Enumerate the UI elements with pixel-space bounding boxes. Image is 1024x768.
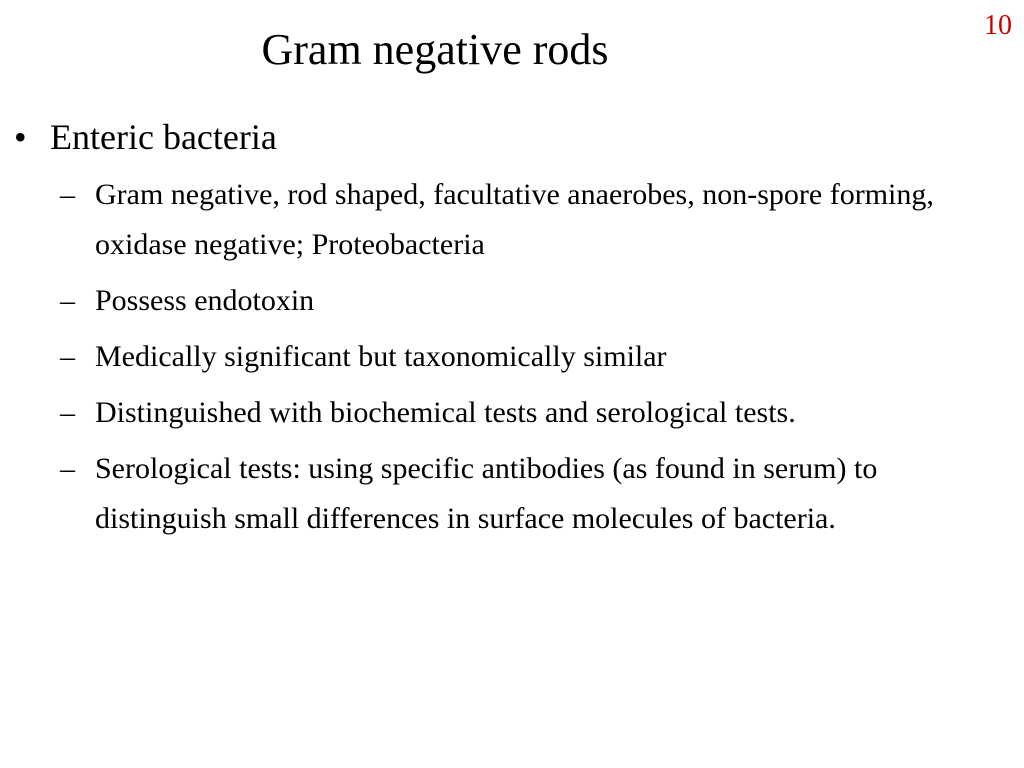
sub-bullet-text: Distinguished with biochemical tests and serological tests. — [95, 396, 796, 429]
dash-marker: – — [60, 178, 75, 211]
sub-bullet-text: Medically significant but taxonomically similar — [95, 340, 667, 373]
slide-title: Gram negative rods — [261, 25, 609, 74]
dash-marker: – — [60, 396, 75, 429]
bullet-marker: • — [14, 117, 27, 157]
sub-bullet-text: Possess endotoxin — [95, 284, 315, 317]
sub-bullet-text: Serological tests: using specific antibodies (as found in serum) to distinguish small differences in surface molecules of bacteria. — [95, 452, 878, 535]
sub-bullet-item — [14, 388, 1004, 438]
slide-number: 10 — [984, 10, 1012, 41]
slide-content — [14, 112, 1004, 550]
dash-marker: – — [60, 340, 75, 373]
sub-bullet-list — [14, 170, 1004, 544]
sub-bullet-item — [14, 170, 1004, 270]
sub-bullet-item — [14, 276, 1004, 326]
sub-bullet-item — [14, 444, 1004, 544]
dash-marker: – — [60, 452, 75, 485]
dash-marker: – — [60, 284, 75, 317]
bullet-text: Enteric bacteria — [50, 117, 277, 157]
bullet-enteric-bacteria — [14, 112, 1004, 162]
sub-bullet-item — [14, 332, 1004, 382]
sub-bullet-text: Gram negative, rod shaped, facultative anaerobes, non-spore forming, oxidase negative; Proteobacteria — [95, 178, 934, 261]
